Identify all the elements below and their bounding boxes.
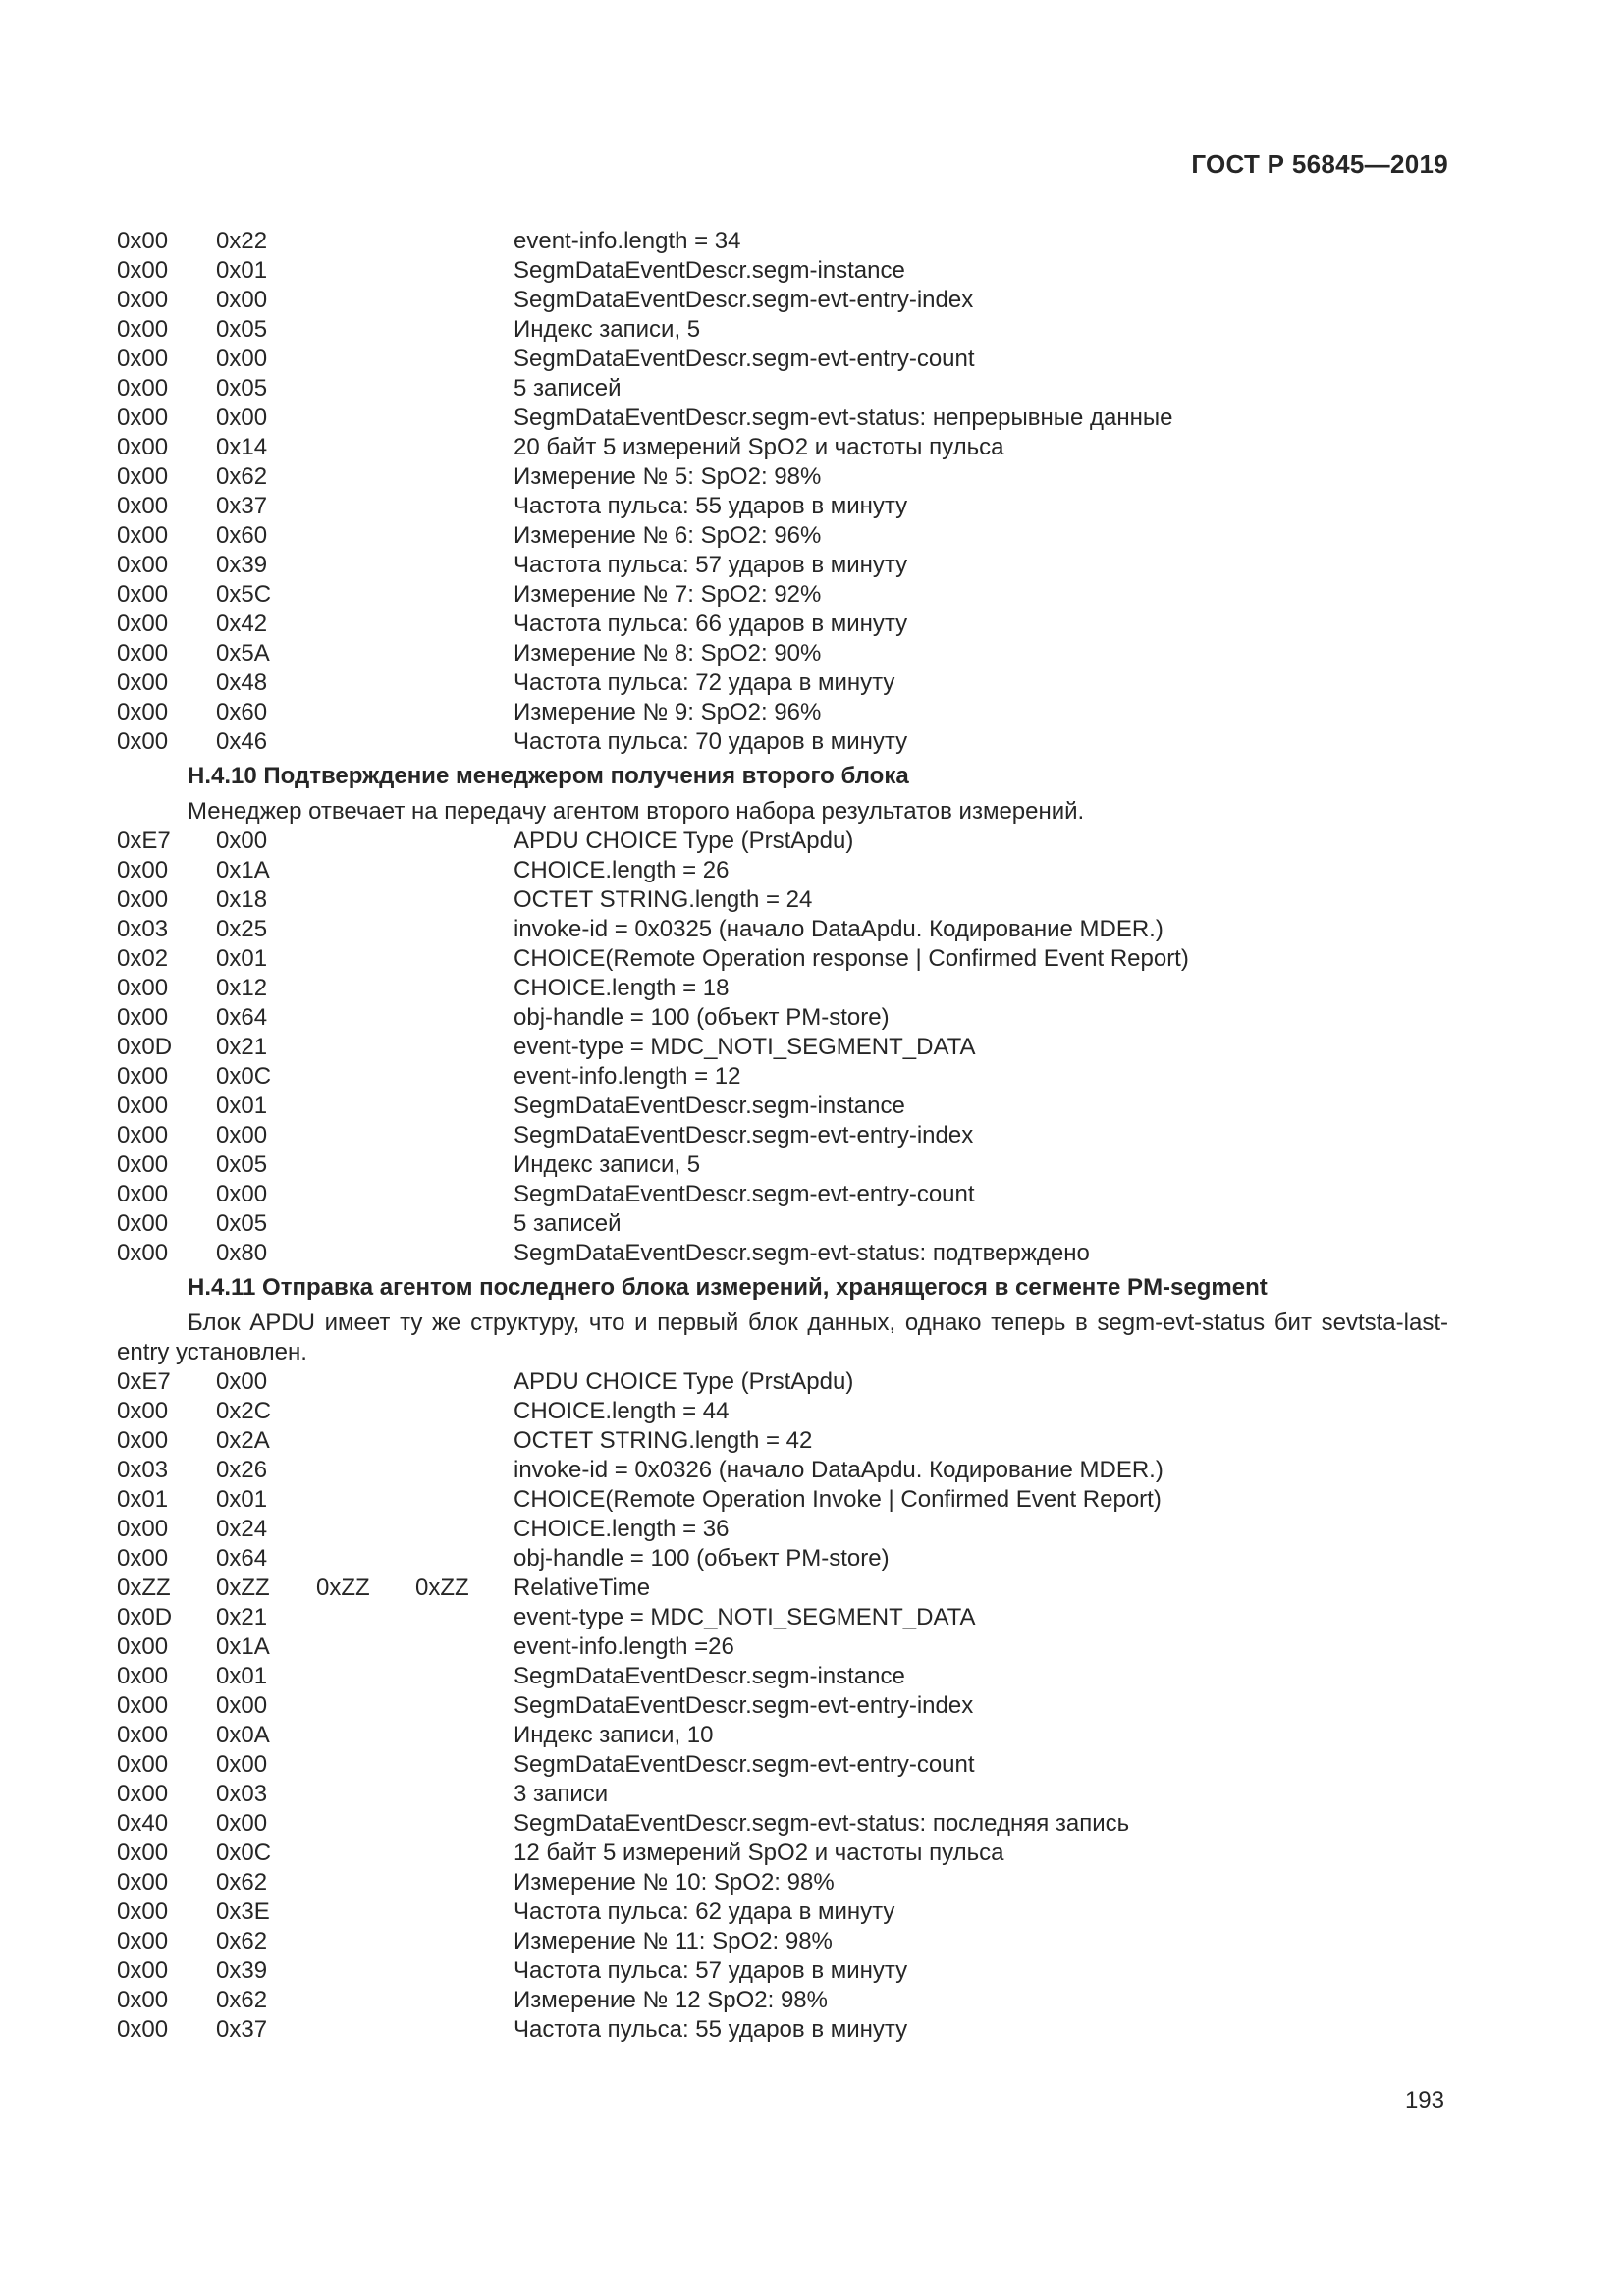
byte-cell: 0x24	[216, 1516, 268, 1542]
table-row	[117, 1603, 1448, 1632]
page-number: 193	[1404, 2087, 1444, 2113]
table-row	[117, 1180, 1448, 1209]
byte-cell: 0x02	[117, 945, 169, 972]
row-description: Частота пульса: 57 ударов в минуту	[514, 1957, 908, 1984]
byte-cell: 0x00	[117, 1151, 169, 1178]
row-description: 5 записей	[514, 375, 622, 401]
table-row	[117, 1839, 1448, 1868]
table-row	[117, 1956, 1448, 1986]
byte-cell: 0x26	[216, 1457, 268, 1483]
byte-cell: 0x00	[117, 1663, 169, 1689]
byte-cell: 0x00	[216, 346, 268, 372]
byte-cell: 0x00	[117, 522, 169, 549]
row-description: Индекс записи, 5	[514, 316, 701, 343]
section-heading-h4-11: H.4.11 Отправка агентом последнего блока измерений, хранящегося в сегменте PM-segment	[188, 1274, 1268, 1301]
row-description: APDU CHOICE Type (PrstApdu)	[514, 1368, 854, 1395]
table-row	[117, 885, 1448, 915]
byte-cell: 0x00	[117, 1181, 169, 1207]
row-description: event-info.length =26	[514, 1633, 734, 1660]
table-row	[117, 227, 1448, 256]
table-row	[117, 1574, 1448, 1603]
table-row	[117, 1544, 1448, 1574]
byte-cell: 0x03	[117, 916, 169, 942]
row-description: Измерение № 10: SpO2: 98%	[514, 1869, 835, 1896]
byte-cell: 0x01	[216, 945, 268, 972]
byte-cell: 0x39	[216, 552, 268, 578]
byte-cell: 0x00	[216, 287, 268, 313]
byte-cell: 0x00	[117, 493, 169, 519]
table-row	[117, 462, 1448, 492]
byte-cell: 0x00	[117, 1398, 169, 1424]
byte-cell: 0x00	[117, 1210, 169, 1237]
byte-cell: 0x00	[216, 1692, 268, 1719]
table-row	[117, 492, 1448, 521]
table-row	[117, 521, 1448, 551]
byte-cell: 0x25	[216, 916, 268, 942]
page-content	[117, 227, 1448, 2045]
table-row	[117, 1868, 1448, 1897]
row-description: Частота пульса: 70 ударов в минуту	[514, 728, 908, 755]
byte-cell: 0x37	[216, 493, 268, 519]
row-description: Измерение № 5: SpO2: 98%	[514, 463, 822, 490]
byte-cell: 0x00	[117, 1840, 169, 1866]
byte-cell: 0x46	[216, 728, 268, 755]
row-description: Частота пульса: 72 удара в минуту	[514, 669, 895, 696]
row-description: SegmDataEventDescr.segm-evt-entry-count	[514, 1181, 975, 1207]
row-description: Частота пульса: 62 удара в минуту	[514, 1898, 895, 1925]
table-row	[117, 1485, 1448, 1515]
table-row	[117, 256, 1448, 286]
byte-cell: 0x03	[216, 1781, 268, 1807]
table-row	[117, 974, 1448, 1003]
byte-cell: 0x00	[117, 2016, 169, 2043]
table-row	[117, 1809, 1448, 1839]
row-description: 20 байт 5 измерений SpO2 и частоты пульса	[514, 434, 1004, 460]
byte-cell: 0x2A	[216, 1427, 270, 1454]
byte-cell: 0x01	[216, 1093, 268, 1119]
byte-cell: 0x00	[117, 1898, 169, 1925]
table-row	[117, 856, 1448, 885]
byte-cell: 0x00	[117, 1781, 169, 1807]
byte-cell: 0x05	[216, 375, 268, 401]
table-row	[117, 1632, 1448, 1662]
byte-cell: 0x00	[117, 611, 169, 637]
row-description: SegmDataEventDescr.segm-instance	[514, 1663, 905, 1689]
table-row	[117, 915, 1448, 944]
byte-cell: 0x00	[117, 552, 169, 578]
section-heading-h4-10: H.4.10 Подтверждение менеджером получения второго блока	[188, 763, 909, 789]
table-row	[117, 1209, 1448, 1239]
byte-cell: 0x05	[216, 1210, 268, 1237]
table-row	[117, 1691, 1448, 1721]
row-description: SegmDataEventDescr.segm-instance	[514, 257, 905, 284]
row-description: Частота пульса: 55 ударов в минуту	[514, 2016, 908, 2043]
byte-cell: 0x64	[216, 1004, 268, 1031]
table-row	[117, 944, 1448, 974]
table-row	[117, 1515, 1448, 1544]
table-row	[117, 1780, 1448, 1809]
byte-table-1	[117, 227, 1448, 757]
table-row	[117, 698, 1448, 727]
byte-cell: 0x00	[117, 581, 169, 608]
section-paragraph-h4-11: Блок APDU имеет ту же структуру, что и первый блок данных, однако теперь в segm-evt-status бит sevtsta-last-entry установлен.	[117, 1309, 1448, 1365]
byte-cell: 0x40	[117, 1810, 169, 1837]
byte-cell: 0x0C	[216, 1063, 272, 1090]
row-description: SegmDataEventDescr.segm-evt-entry-index	[514, 1692, 974, 1719]
row-description: Измерение № 7: SpO2: 92%	[514, 581, 822, 608]
byte-cell: 0x05	[216, 316, 268, 343]
byte-cell: 0x00	[216, 1181, 268, 1207]
table-row	[117, 1150, 1448, 1180]
row-description: Частота пульса: 66 ударов в минуту	[514, 611, 908, 637]
byte-cell: 0x00	[117, 1722, 169, 1748]
byte-cell: 0x18	[216, 886, 268, 913]
row-description: Частота пульса: 55 ударов в минуту	[514, 493, 908, 519]
byte-cell: 0x01	[216, 1486, 268, 1513]
byte-table-2	[117, 827, 1448, 1268]
byte-cell: 0x22	[216, 228, 268, 254]
row-description: Измерение № 8: SpO2: 90%	[514, 640, 822, 667]
table-row	[117, 1121, 1448, 1150]
table-row	[117, 1986, 1448, 2015]
table-row	[117, 1662, 1448, 1691]
row-description: CHOICE.length = 26	[514, 857, 730, 883]
byte-cell: 0x42	[216, 611, 268, 637]
table-row	[117, 1397, 1448, 1426]
table-row	[117, 551, 1448, 580]
byte-cell: 0x00	[117, 346, 169, 372]
table-row	[117, 639, 1448, 668]
row-description: CHOICE.length = 36	[514, 1516, 730, 1542]
table-row	[117, 1750, 1448, 1780]
row-description: SegmDataEventDescr.segm-evt-entry-count	[514, 346, 975, 372]
table-row	[117, 374, 1448, 403]
byte-cell: 0x00	[117, 728, 169, 755]
byte-cell: 0x00	[117, 1093, 169, 1119]
byte-cell: 0xZZ	[216, 1575, 270, 1601]
row-description: Частота пульса: 57 ударов в минуту	[514, 552, 908, 578]
row-description: Измерение № 11: SpO2: 98%	[514, 1928, 833, 1954]
table-row	[117, 1092, 1448, 1121]
byte-cell: 0x00	[216, 404, 268, 431]
byte-cell: 0x00	[117, 257, 169, 284]
byte-cell: 0x00	[117, 1751, 169, 1778]
byte-cell: 0x00	[117, 404, 169, 431]
row-description: event-type = MDC_NOTI_SEGMENT_DATA	[514, 1604, 976, 1630]
byte-cell: 0x2C	[216, 1398, 272, 1424]
row-description: SegmDataEventDescr.segm-evt-status: последняя запись	[514, 1810, 1130, 1837]
table-row	[117, 1927, 1448, 1956]
byte-cell: 0x00	[117, 1063, 169, 1090]
byte-cell: 0x62	[216, 1869, 268, 1896]
table-row	[117, 286, 1448, 315]
byte-cell: 0xE7	[117, 1368, 171, 1395]
row-description: 12 байт 5 измерений SpO2 и частоты пульса	[514, 1840, 1004, 1866]
row-description: OCTET STRING.length = 24	[514, 886, 813, 913]
row-description: invoke-id = 0x0325 (начало DataApdu. Кодирование MDER.)	[514, 916, 1164, 942]
byte-cell: 0x62	[216, 1928, 268, 1954]
byte-cell: 0xZZ	[316, 1575, 370, 1601]
byte-cell: 0x00	[117, 434, 169, 460]
table-row	[117, 403, 1448, 433]
byte-cell: 0x62	[216, 463, 268, 490]
row-description: obj-handle = 100 (объект PM-store)	[514, 1004, 890, 1031]
byte-cell: 0x5A	[216, 640, 270, 667]
byte-cell: 0x00	[117, 1633, 169, 1660]
row-description: Измерение № 9: SpO2: 96%	[514, 699, 822, 725]
byte-cell: 0x01	[117, 1486, 169, 1513]
table-row	[117, 1367, 1448, 1397]
table-row	[117, 827, 1448, 856]
row-description: SegmDataEventDescr.segm-evt-entry-index	[514, 287, 974, 313]
byte-cell: 0x00	[216, 1810, 268, 1837]
table-row	[117, 433, 1448, 462]
byte-cell: 0x00	[117, 975, 169, 1001]
row-description: event-info.length = 34	[514, 228, 741, 254]
row-description: Индекс записи, 5	[514, 1151, 701, 1178]
byte-cell: 0x00	[216, 1122, 268, 1148]
row-description: SegmDataEventDescr.segm-instance	[514, 1093, 905, 1119]
row-description: SegmDataEventDescr.segm-evt-entry-count	[514, 1751, 975, 1778]
table-row	[117, 1456, 1448, 1485]
byte-cell: 0x00	[117, 1240, 169, 1266]
table-row	[117, 1721, 1448, 1750]
byte-cell: 0x00	[117, 1545, 169, 1572]
byte-cell: 0x05	[216, 1151, 268, 1178]
row-description: RelativeTime	[514, 1575, 651, 1601]
byte-cell: 0x01	[216, 257, 268, 284]
table-row	[117, 1426, 1448, 1456]
byte-cell: 0x00	[117, 669, 169, 696]
table-row	[117, 1239, 1448, 1268]
byte-cell: 0x14	[216, 434, 268, 460]
byte-cell: 0x00	[117, 857, 169, 883]
row-description: CHOICE(Remote Operation response | Confirmed Event Report)	[514, 945, 1189, 972]
byte-cell: 0x00	[117, 1957, 169, 1984]
byte-cell: 0x80	[216, 1240, 268, 1266]
document-header: ГОСТ Р 56845—2019	[1191, 149, 1448, 179]
byte-cell: 0x00	[117, 287, 169, 313]
row-description: 3 записи	[514, 1781, 609, 1807]
byte-cell: 0x21	[216, 1034, 268, 1060]
row-description: SegmDataEventDescr.segm-evt-entry-index	[514, 1122, 974, 1148]
table-row	[117, 1033, 1448, 1062]
byte-cell: 0x60	[216, 699, 268, 725]
byte-cell: 0x39	[216, 1957, 268, 1984]
byte-table-3	[117, 1367, 1448, 2045]
byte-cell: 0x1A	[216, 1633, 270, 1660]
byte-cell: 0x00	[117, 699, 169, 725]
byte-cell: 0x00	[117, 640, 169, 667]
row-description: CHOICE.length = 44	[514, 1398, 730, 1424]
row-description: CHOICE.length = 18	[514, 975, 730, 1001]
byte-cell: 0x00	[117, 316, 169, 343]
table-row	[117, 610, 1448, 639]
byte-cell: 0xZZ	[415, 1575, 469, 1601]
row-description: event-type = MDC_NOTI_SEGMENT_DATA	[514, 1034, 976, 1060]
byte-cell: 0x00	[117, 228, 169, 254]
byte-cell: 0x0C	[216, 1840, 272, 1866]
table-row	[117, 727, 1448, 757]
row-description: event-info.length = 12	[514, 1063, 741, 1090]
table-row	[117, 580, 1448, 610]
byte-cell: 0x00	[117, 1692, 169, 1719]
row-description: Измерение № 12 SpO2: 98%	[514, 1987, 828, 2013]
section-paragraph-h4-10: Менеджер отвечает на передачу агентом второго набора результатов измерений.	[188, 798, 1085, 825]
byte-cell: 0x00	[216, 828, 268, 854]
row-description: CHOICE(Remote Operation Invoke | Confirmed Event Report)	[514, 1486, 1162, 1513]
byte-cell: 0x00	[117, 1869, 169, 1896]
byte-cell: 0x21	[216, 1604, 268, 1630]
byte-cell: 0x00	[117, 1427, 169, 1454]
byte-cell: 0x64	[216, 1545, 268, 1572]
byte-cell: 0x0D	[117, 1034, 173, 1060]
table-row	[117, 668, 1448, 698]
table-row	[117, 1003, 1448, 1033]
byte-cell: 0x62	[216, 1987, 268, 2013]
table-row	[117, 1897, 1448, 1927]
byte-cell: 0x37	[216, 2016, 268, 2043]
row-description: obj-handle = 100 (объект PM-store)	[514, 1545, 890, 1572]
row-description: invoke-id = 0x0326 (начало DataApdu. Кодирование MDER.)	[514, 1457, 1164, 1483]
byte-cell: 0x5C	[216, 581, 272, 608]
byte-cell: 0x00	[117, 1987, 169, 2013]
row-description: 5 записей	[514, 1210, 622, 1237]
byte-cell: 0x00	[216, 1751, 268, 1778]
byte-cell: 0x48	[216, 669, 268, 696]
byte-cell: 0x3E	[216, 1898, 270, 1925]
table-row	[117, 345, 1448, 374]
byte-cell: 0x00	[117, 375, 169, 401]
row-description: APDU CHOICE Type (PrstApdu)	[514, 828, 854, 854]
byte-cell: 0x00	[117, 1122, 169, 1148]
byte-cell: 0x00	[117, 1516, 169, 1542]
byte-cell: 0x0A	[216, 1722, 270, 1748]
byte-cell: 0x12	[216, 975, 268, 1001]
table-row	[117, 315, 1448, 345]
byte-cell: 0x00	[117, 1928, 169, 1954]
row-description: Измерение № 6: SpO2: 96%	[514, 522, 822, 549]
byte-cell: 0x01	[216, 1663, 268, 1689]
table-row	[117, 1062, 1448, 1092]
byte-cell: 0xZZ	[117, 1575, 171, 1601]
table-row	[117, 2015, 1448, 2045]
byte-cell: 0x03	[117, 1457, 169, 1483]
byte-cell: 0x00	[117, 886, 169, 913]
byte-cell: 0x1A	[216, 857, 270, 883]
row-description: OCTET STRING.length = 42	[514, 1427, 813, 1454]
byte-cell: 0x00	[216, 1368, 268, 1395]
byte-cell: 0x60	[216, 522, 268, 549]
byte-cell: 0xE7	[117, 828, 171, 854]
byte-cell: 0x0D	[117, 1604, 173, 1630]
byte-cell: 0x00	[117, 1004, 169, 1031]
row-description: SegmDataEventDescr.segm-evt-status: подтверждено	[514, 1240, 1090, 1266]
row-description: Индекс записи, 10	[514, 1722, 714, 1748]
byte-cell: 0x00	[117, 463, 169, 490]
row-description: SegmDataEventDescr.segm-evt-status: непрерывные данные	[514, 404, 1173, 431]
